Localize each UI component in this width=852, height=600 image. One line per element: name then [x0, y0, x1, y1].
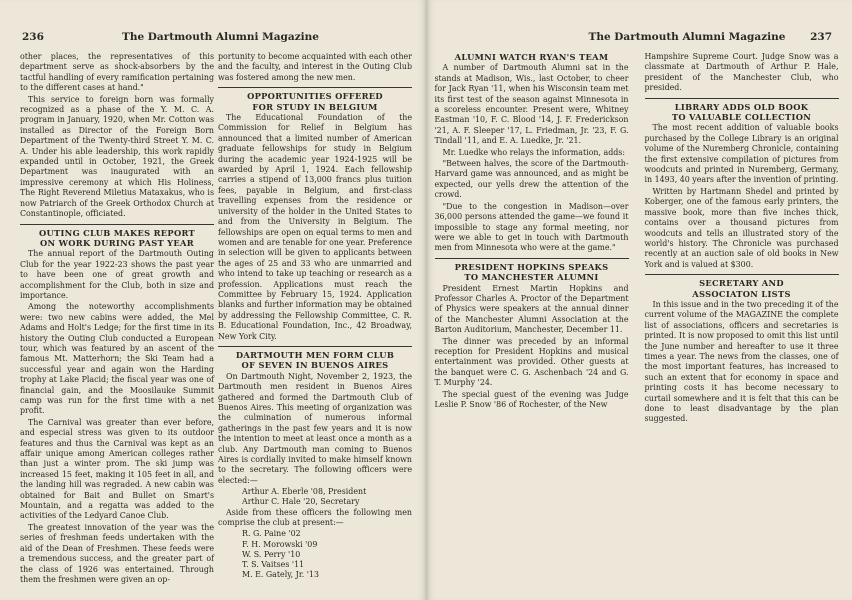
paragraph: Aside from these officers the following men comprise the club at present:— — [218, 507, 412, 528]
list-item: Arthur C. Hale '20, Secretary — [242, 497, 360, 507]
section-divider — [435, 258, 629, 259]
list-item: W. S. Perry '10 — [242, 549, 301, 559]
officer-list — [218, 487, 412, 507]
right-page-number: 237 — [810, 31, 832, 43]
paragraph: Among the noteworthy accomplishments were: two new cabins were added, the Mel Adams and Holt's Ledge; for the first time in its history the Outing Club conducted a European tour, which was featured by an ascent of the famous Mt. Matterhorn; the Ski Team had a successful year and again won the Harding trophy at Lake Placid; the fiscal year was one of financial gain, and the Moosilauke Summit camp was run for the first time with a net profit. — [20, 302, 214, 416]
left-magazine-title: The Dartmouth Alumni Magazine — [122, 31, 319, 43]
section-divider — [218, 87, 412, 88]
belgium-heading: OPPORTUNITIES OFFERED FOR STUDY IN BELGIUM — [247, 91, 383, 112]
paragraph: The Carnival was greater than ever before, and especial stress was given to its outdoor features and thus the Carnival was kept as an affair unique among American colleges rather than just a winter prom. The ski jump was increased 15 feet, making it 105 feet in all, and the landing hill was regraded. A new cabin was obtained for Bait and Bullet on Smart's Mountain, and a regatta was added to the activities of the Ledyard Canoe Club. — [20, 417, 214, 521]
left-page-number: 236 — [22, 31, 44, 43]
section-divider — [20, 224, 214, 225]
left-column-2 — [218, 52, 412, 580]
section-divider — [645, 274, 839, 275]
paragraph: portunity to become acquainted with each other and the faculty, and interest in the Outing Club was fostered among the new men. — [218, 52, 412, 82]
ryan-team-heading: ALUMNI WATCH RYAN'S TEAM — [454, 52, 609, 62]
paragraph: Written by Hartmann Shedel and printed by Koberger, one of the famous early printers, the massive book, more than five inches thick, contains over a thousand pictures from woodcuts and tells an illustrated story of the world's history. The Chronicle was purchased recently at an auction sale of old books in New York and is valued at $300. — [644, 186, 839, 269]
paragraph: A number of Dartmouth Alumni sat in the stands at Madison, Wis., last October, to cheer for Jack Ryan '11, when his Wisconsin team met its first test of the season against Minnesota in a scoreless encounter. Present were, Whitney Eastman '10, F. C. Blood '14, J. F. Frederickson '21, A. F. Sleeper '17, L. Friedman, Jr. '23, F. G. Tindall '11, and E. A. Luedke, Jr. '21. — [434, 63, 629, 146]
paragraph: Mr. Luedke who relays the information, adds: — [442, 147, 626, 157]
member-list — [218, 529, 412, 580]
section-divider — [645, 98, 839, 99]
right-page — [427, 0, 852, 600]
list-item: F. H. Morowski '09 — [242, 539, 318, 549]
paragraph: Hampshire Supreme Court. Judge Snow was a classmate at Dartmouth of Arthur P. Hale, president of the Manchester Club, who presided. — [644, 52, 839, 93]
paragraph: This service to foreign born was formally recognized as a phase of the Y. M. C. A. program in January, 1920, when Mr. Cotton was installed as Director of the Foreign Born Department of the Twenty-third Street Y. M. C. A. Under his able leadership, this work rapidly expanded until in October, 1921, the Greek Department was inaugurated with an impressive ceremony at which His Holiness, The Right Reverend Miletius Mataxakus, who is now Patriarch of the Greek Orthodox Church at Constantinople, officiated. — [20, 94, 214, 219]
outing-club-heading: OUTING CLUB MAKES REPORT ON WORK DURING PAST YEAR — [38, 227, 196, 248]
paragraph: The special guest of the evening was Judge Leslie P. Snow '86 of Rochester, of the New — [434, 389, 629, 409]
paragraph: other places, the representatives of this department serve as shock-absorbers by the tactful handling of every ramification pertaining to the different cases at hand." — [20, 52, 214, 93]
paragraph: "Due to the congestion in Madison—over 36,000 persons attended the game—we found it impossible to stage any formal meeting, nor were we able to get in touch with Dartmouth men from Minnesota who were at the game." — [434, 201, 629, 253]
right-magazine-title: The Dartmouth Alumni Magazine — [588, 31, 786, 43]
left-running-head — [22, 31, 406, 45]
section-divider — [218, 346, 412, 347]
paragraph: "Between halves, the score of the Dartmouth-Harvard game was announced, and as might be expected, our yells drew the attention of the crowd. — [434, 159, 629, 200]
paragraph: On Dartmouth Night, November 2, 1923, the Dartmouth men resident in Buenos Aires gathered and formed the Dartmouth Club of Buenos Aires. This meeting of organization was the culmination of numerous informal gatherings in the past few years and it is now the intention to meet at least once a month as a club. Any Dartmouth man coming to Buenos Aires is cordially invited to make himself known to the secretary. The following officers were elected:— — [218, 371, 412, 485]
paragraph: The Educational Foundation of the Commission for Relief in Belgium has announced that a limited number of American graduate fellowships for study in Belgium during the academic year 1924-1925 will be awarded by April 1, 1924. Each fellowship carries a stipend of 13,000 francs plus tuition fees, payable in Belgium, and first-class travelling expenses from the residence or university of the holder in the United States to and from the University in Belgium. The fellowships are open on equal terms to men and women and are tenable for one year. Preference in selection will be given to applicants between the ages of 25 and 33 who are unmarried and who intend to take up teaching or research as a profession. Applications must reach the Committee by February 15, 1924. Application blanks and further information may be obtained by addressing the Fellowship Committee, C. R. B. Educational Foundation, Inc., 42 Broadway, New York City. — [218, 113, 412, 341]
secretary-heading: SECRETARY AND ASSOCIATON LISTS — [692, 278, 791, 299]
left-column-1 — [20, 52, 214, 586]
list-item: R. G. Paine '02 — [242, 529, 301, 539]
right-column-1 — [435, 52, 629, 411]
buenos-aires-heading: DARTMOUTH MEN FORM CLUB OF SEVEN IN BUENOS AIRES — [235, 349, 395, 371]
right-column-2 — [645, 52, 839, 426]
paragraph: In this issue and in the two preceding it of the current volume of the MAGAZINE the complete list of associations, officers and secretaries is printed. It is now proposed to omit this list until the June number and hereafter to use it three times a year. The news from the classes, one of the most important features, has increased to such an extent that for economy in space and printing costs it has become necessary to curtail somewhere and it is felt that this can be done to least disadvantage by the plan suggested. — [644, 299, 839, 424]
paragraph: The most recent addition of valuable books purchased by the College Library is an original volume of the Nuremberg Chronicle, containing the first extensive compilation of pictures from woodcuts and printed in Nuremberg, Germany, in 1493, 40 years after the invention of printing. — [644, 123, 839, 185]
paragraph: President Ernest Martin Hopkins and Professor Charles A. Proctor of the Department of Physics were speakers at the annual dinner of the Manchester Alumni Association at the Barton Auditorium, Manchester, December 11. — [434, 283, 629, 335]
right-running-head — [449, 31, 833, 45]
paragraph: The dinner was preceded by an informal reception for President Hopkins and musical entertainment was provided. Other guests at the banquet were C. G. Aschenbach '24 and G. T. Murphy '24. — [434, 336, 629, 388]
list-item: T. S. Vaitses '11 — [242, 560, 305, 570]
paragraph: The annual report of the Dartmouth Outing Club for the year 1922-23 shows the past year to have been one of great growth and accomplishment for the Club, both in size and importance. — [20, 249, 214, 300]
library-heading: LIBRARY ADDS OLD BOOK TO VALUABLE COLLECTION — [671, 101, 812, 123]
hopkins-heading: PRESIDENT HOPKINS SPEAKS TO MANCHESTER ALUMNI — [454, 261, 609, 283]
list-item: M. E. Gately, Jr. '13 — [242, 570, 319, 580]
list-item: Arthur A. Eberle '08, President — [242, 487, 367, 497]
paragraph: The greatest innovation of the year was the series of freshman feeds undertaken with the aid of the Dean of Freshmen. These feeds were a tremendous success, and the greater part of the class of 1926 was entertained. Through them the freshmen were given an op- — [20, 522, 214, 584]
